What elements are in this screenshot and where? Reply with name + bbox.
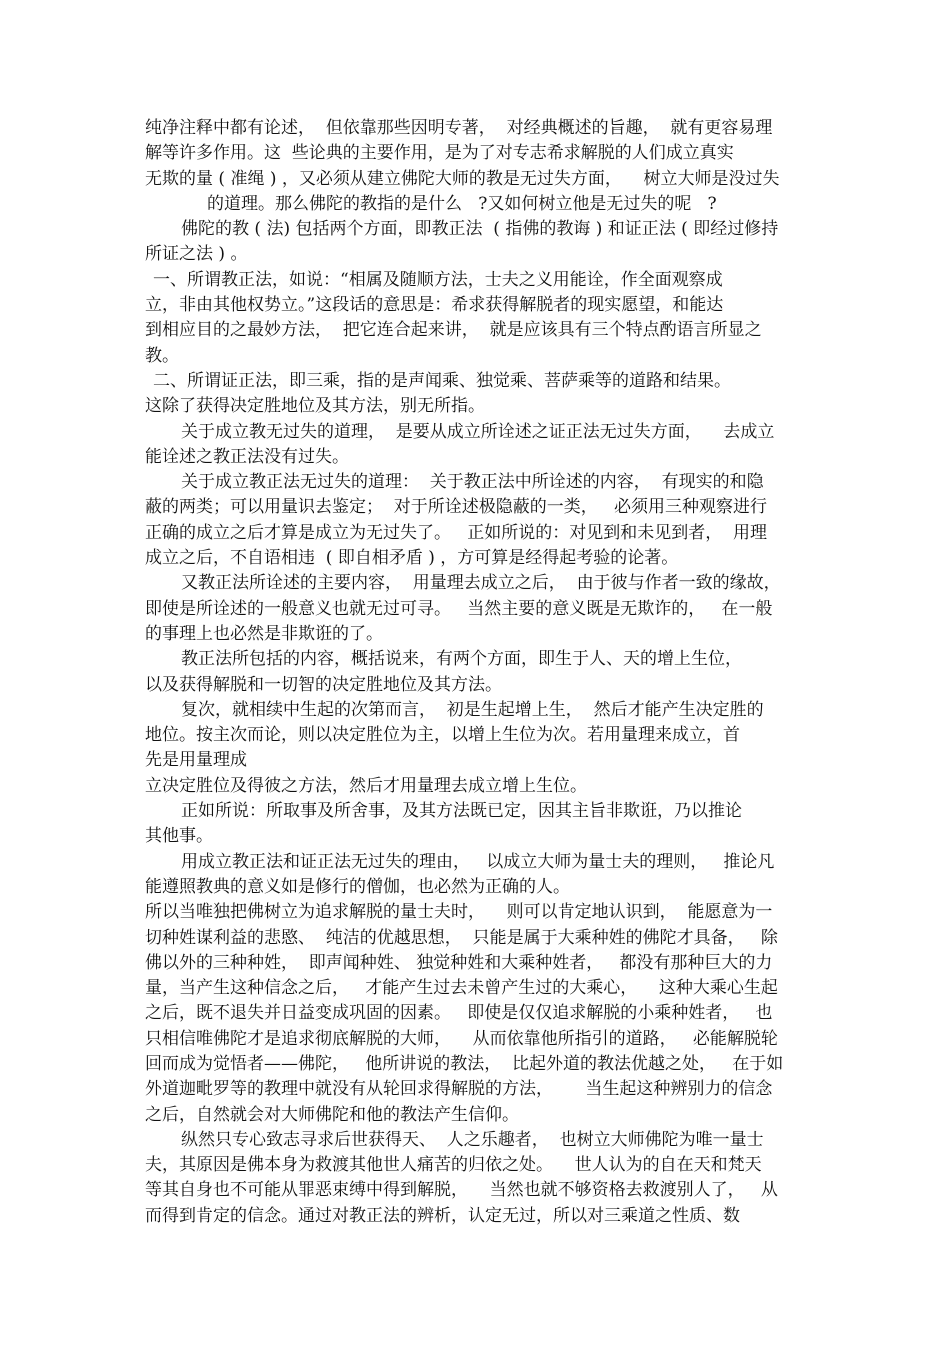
text-line: 关于成立教无过失的道理， 是要从成立所诠述之证正法无过失方面， 去成立 [181,421,775,442]
text-line: 之后，既不退失并日益变成巩固的因素。 即使是仅仅追求解脱的小乘种姓者， 也 [145,1003,773,1024]
text-line: 切种姓谋利益的悲愍、 纯洁的优越思想， 只能是属于大乘种姓的佛陀才具备， 除 [145,927,778,948]
text-line: 能遵照教典的意义如是修行的僧伽，也必然为正确的人。 [145,876,570,897]
text-line: 蔽的两类；可以用量识去鉴定； 对于所诠述极隐蔽的一类， 必须用三种观察进行 [145,497,768,518]
text-line: 而得到肯定的信念。通过对教正法的辨析，认定无过，所以对三乘道之性质、数 [145,1205,740,1226]
text-line: 所证之法 ) 。 [145,244,248,265]
text-line: 这除了获得决定胜地位及其方法，别无所指。 [145,396,485,417]
text-line: 以及获得解脱和一切智的决定胜地位及其方法。 [145,674,502,695]
text-line: 之后，自然就会对大师佛陀和他的教法产生信仰。 [145,1104,519,1125]
text-line: 无欺的量 ( 准绳 ) ，又必须从建立佛陀大师的教是无过失方面， 树立大师是没过失 [145,168,780,189]
text-line: 解等许多作用。这 些论典的主要作用，是为了对专志希求解脱的人们成立真实 [145,143,734,164]
text-line: 正如所说：所取事及所舍事，及其方法既已定，因其主旨非欺诳，乃以推论 [181,801,742,822]
text-line: 成立之后，不自语相违 ( 即自相矛盾 ) ，方可算是经得起考验的论著。 [145,548,679,569]
text-line: 其他事。 [145,826,213,847]
text-line: 关于成立教正法无过失的道理： 关于教正法中所诠述的内容， 有现实的和隐 [181,472,764,493]
text-line: 纯净注释中都有论述， 但依靠那些因明专著， 对经典概述的旨趣， 就有更容易理 [145,118,773,138]
text-line: 佛以外的三种种姓， 即声闻种姓、 独觉种姓和大乘种姓者， 都没有那种巨大的力 [145,952,773,973]
text-line: 量，当产生这种信念之后， 才能产生过去未曾产生过的大乘心， 这种大乘心生起 [145,978,778,999]
text-line: 立，非由其他权势立。”这段话的意思是：希求获得解脱者的现实愿望，和能达 [145,295,724,316]
text-line: 正确的成立之后才算是成立为无过失了。 正如所说的：对见到和未见到者， 用理 [145,522,768,543]
text-line: 又教正法所诠述的主要内容， 用量理去成立之后， 由于彼与作者一致的缘故， [181,573,781,594]
text-line: 能诠述之教正法没有过失。 [145,446,349,467]
text-line: 到相应目的之最妙方法， 把它连合起来讲， 就是应该具有三个特点酌语言所显之 [145,320,762,341]
text-line: 夫，其原因是佛本身为救渡其他世人痛苦的归依之处。 世人认为的自在天和梵天 [145,1155,762,1176]
text-line: 佛陀的教 ( 法) 包括两个方面，即教正法 ( 指佛的教诲 ) 和证正法 ( 即经过修持 [181,219,779,240]
text-line: 回而成为觉悟者——佛陀， 他所讲说的教法， 比起外道的教法优越之处， 在于如 [145,1053,784,1074]
text-line: 用成立教正法和证正法无过失的理由， 以成立大师为量士夫的理则， 推论凡 [181,851,775,872]
text-line: 二、所谓证正法，即三乘，指的是声闻乘、独觉乘、菩萨乘等的道路和结果。 [153,370,731,391]
text-line: 的事理上也必然是非欺诳的了。 [145,623,383,644]
text-line: 的道理。那么佛陀的教指的是什么 ?又如何树立他是无过失的呢 ? [207,193,717,214]
document-body [145,116,825,1229]
text-line: 教正法所包括的内容，概括说来，有两个方面，即生于人、天的增上生位， [181,649,742,670]
text-line: 一、所谓教正法，如说：“相属及随顺方法，士夫之义用能诠，作全面观察成 [153,269,723,290]
text-line: 先是用量理成 [145,750,247,771]
text-line: 立决定胜位及得彼之方法，然后才用量理去成立增上生位。 [145,775,587,796]
text-line: 所以当唯独把佛树立为追求解脱的量士夫时， 则可以肯定地认识到， 能愿意为一 [145,902,773,923]
text-line: 地位。按主次而论，则以决定胜位为主，以增上生位为次。若用量理来成立，首 [145,725,740,746]
text-line: 即使是所诠述的一般意义也就无过可寻。 当然主要的意义既是无欺诈的， 在一般 [145,598,773,619]
text-line: 等其自身也不可能从罪恶束缚中得到解脱， 当然也就不够资格去救渡别人了， 从 [145,1180,778,1201]
text-line: 外道迦毗罗等的教理中就没有从轮回求得解脱的方法， 当生起这种辨别力的信念 [145,1079,773,1100]
text-line: 教。 [145,345,179,366]
text-line: 纵然只专心致志寻求后世获得天、 人之乐趣者， 也树立大师佛陀为唯一量士 [181,1129,764,1150]
text-line: 复次，就相续中生起的次第而言， 初是生起增上生， 然后才能产生决定胜的 [181,699,764,720]
text-line: 只相信唯佛陀才是追求彻底解脱的大师， 从而依靠他所指引的道路， 必能解脱轮 [145,1028,778,1049]
